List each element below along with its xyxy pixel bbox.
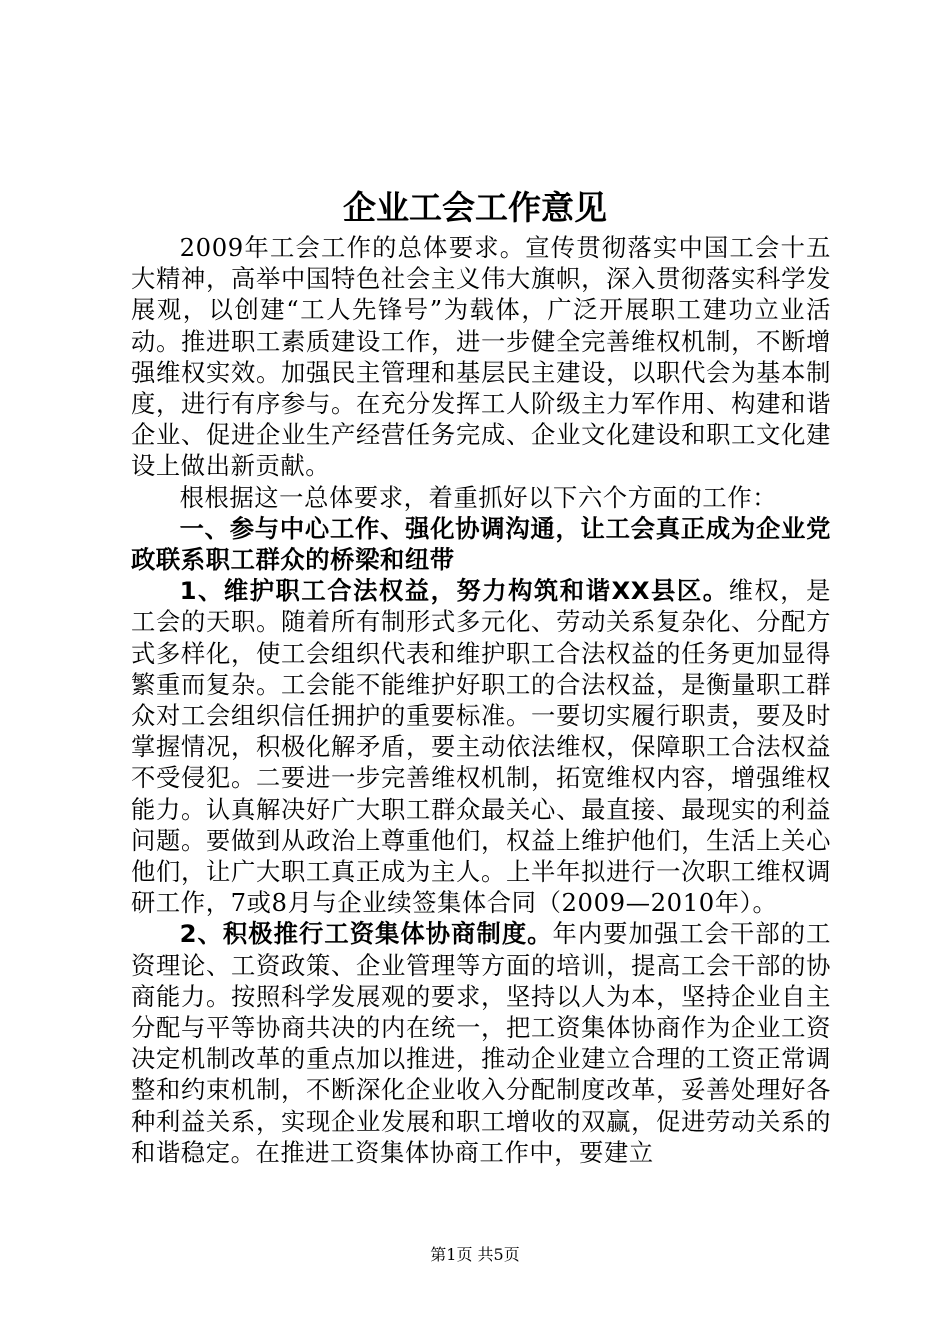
paragraph-transition [131, 482, 831, 513]
paragraph-text: 年内要加强工会干部的工资理论、工资政策、企业管理等方面的培训，提高工会干部的协商能力。按照科学发展观的要求，坚持以人为本，坚持企业自主分配与平等协商共决的内在统一，把工资集体协商作为企业工资决定机制改革的重点加以推进，推动企业建立合理的工资正常调整和约束机制，不断深化企业收入分配制度改革，妥善处理好各种利益关系，实现企业发展和职工增收的双赢，促进劳动关系的和谐稳定。在推进工资集体协商工作中，要建立 [131, 919, 831, 1167]
paragraph-intro [131, 232, 831, 482]
section-heading-1 [131, 513, 831, 575]
paragraph-text: 维权，是工会的天职。随着所有制形式多元化、劳动关系复杂化、分配方式多样化，使工会组织代表和维护职工合法权益的任务更加显得繁重而复杂。工会能不能维护好职工的合法权益，是衡量职工群众对工会组织信任拥护的重要标准。一要切实履行职责，要及时掌握情况，积极化解矛盾，要主动依法维权，保障职工合法权益不受侵犯。二要进一步完善维权机制，拓宽维权内容，增强维权能力。认真解决好广大职工群众最关心、最直接、最现实的利益问题。要做到从政治上尊重他们，权益上维护他们，生活上关心他们，让广大职工真正成为主人。上半年拟进行一次职工维权调研工作，7或8月与企业续签集体合同（2009—2010年）。 [131, 576, 831, 918]
document-body [131, 232, 831, 1168]
item-heading: 2、积极推行工资集体协商制度。 [179, 919, 553, 949]
paragraph-text: 根根据这一总体要求，着重抓好以下六个方面的工作： [179, 482, 778, 512]
paragraph-item-1 [131, 575, 831, 918]
page-number-footer: 第1页 共5页 [430, 1245, 520, 1264]
item-heading: 1、维护职工合法权益，努力构筑和谐XX县区。 [179, 576, 729, 606]
section-heading-text: 一、参与中心工作、强化协调沟通，让工会真正成为企业党政联系职工群众的桥梁和纽带 [131, 513, 831, 575]
paragraph-text: 2009年工会工作的总体要求。宣传贯彻落实中国工会十五大精神，高举中国特色社会主义伟大旗帜，深入贯彻落实科学发展观，以创建“工人先锋号”为载体，广泛开展职工建功立业活动。推进职工素质建设工作，进一步健全完善维权机制，不断增强维权实效。加强民主管理和基层民主建设，以职代会为基本制度，进行有序参与。在充分发挥工人阶级主力军作用、构建和谐企业、促进企业生产经营任务完成、企业文化建设和职工文化建设上做出新贡献。 [131, 233, 831, 481]
document-title: 企业工会工作意见 [343, 188, 607, 227]
paragraph-item-2 [131, 918, 831, 1168]
